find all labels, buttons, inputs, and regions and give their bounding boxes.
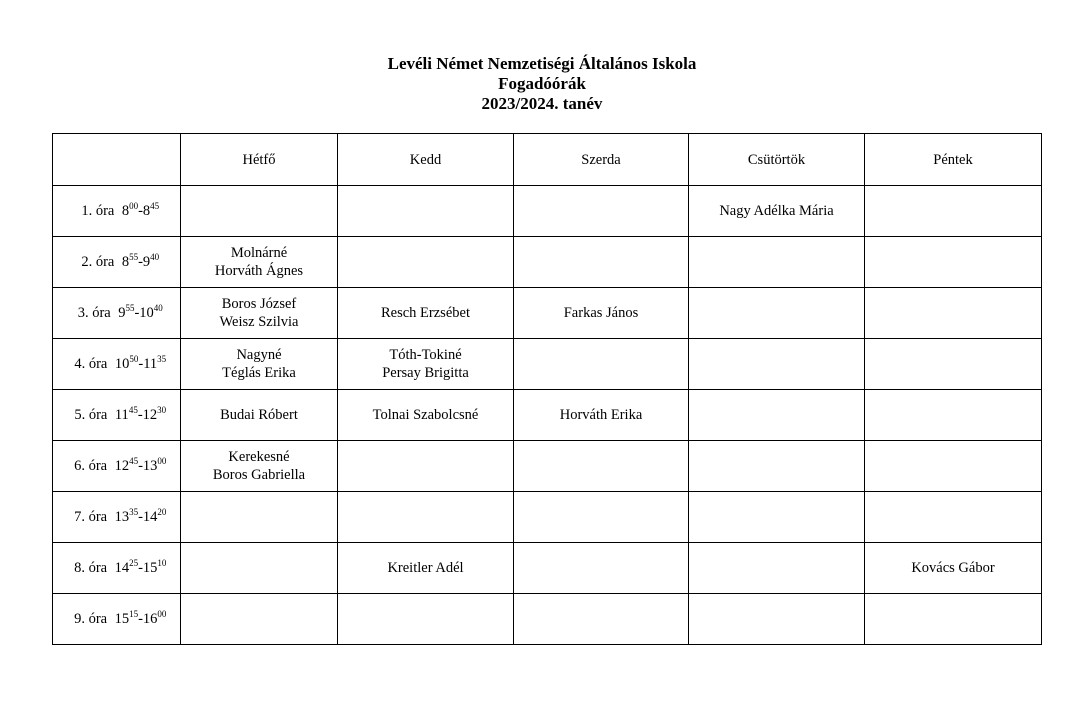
teacher-name: Kovács Gábor	[911, 560, 995, 576]
period-label: 8. óra	[74, 560, 108, 576]
slot-thursday	[689, 237, 865, 288]
period-time: $11^{45}-12^{30}$	[114, 405, 167, 423]
teacher-name: Tóth-Tokiné	[389, 347, 462, 363]
slot-friday	[865, 594, 1042, 645]
end-hour: 16	[142, 611, 158, 627]
slot-monday	[181, 594, 338, 645]
start-minute: 45	[129, 456, 139, 466]
start-minute: 25	[129, 558, 139, 568]
slot-tuesday	[338, 237, 514, 288]
start-minute: 45	[128, 405, 138, 415]
slot-wednesday	[514, 492, 689, 543]
slot-monday	[181, 543, 338, 594]
start-hour: 8	[121, 254, 130, 270]
slot-thursday	[689, 543, 865, 594]
start-minute: 15	[129, 609, 139, 619]
day-header-wednesday: Szerda	[514, 134, 689, 186]
period-cell	[53, 339, 181, 390]
period-label: 2. óra	[81, 254, 115, 270]
slot-wednesday	[514, 594, 689, 645]
period-label: 1. óra	[81, 203, 115, 219]
start-hour: 10	[114, 356, 130, 372]
end-hour: 9	[142, 254, 151, 270]
start-hour: 11	[114, 407, 129, 423]
period-cell	[53, 594, 181, 645]
end-hour: 11	[143, 356, 158, 372]
end-hour: 12	[142, 407, 158, 423]
day-header-row	[53, 134, 1042, 186]
period-time: $8^{55}-9^{40}$	[121, 252, 160, 270]
slot-wednesday	[514, 186, 689, 237]
period-cell	[53, 543, 181, 594]
period-row	[53, 186, 1042, 237]
start-minute: 55	[129, 252, 139, 262]
period-cell	[53, 186, 181, 237]
slot-monday	[181, 339, 338, 390]
teacher-name: Farkas János	[563, 305, 639, 321]
period-row	[53, 288, 1042, 339]
teacher-name: Nagy Adélka Mária	[719, 203, 834, 219]
teacher-name: Boros József	[221, 296, 297, 312]
end-hour: 8	[142, 203, 151, 219]
slot-wednesday	[514, 339, 689, 390]
end-minute: 40	[150, 252, 160, 262]
teacher-name: Nagyné	[236, 347, 282, 363]
slot-monday	[181, 390, 338, 441]
period-row	[53, 390, 1042, 441]
period-row	[53, 543, 1042, 594]
start-minute: 50	[129, 354, 139, 364]
slot-monday	[181, 237, 338, 288]
teacher-name: Boros Gabriella	[212, 467, 306, 483]
slot-friday	[865, 339, 1042, 390]
end-minute: 40	[153, 303, 163, 313]
slot-monday	[181, 492, 338, 543]
slot-thursday	[689, 186, 865, 237]
slot-monday	[181, 441, 338, 492]
slot-thursday	[689, 492, 865, 543]
period-cell	[53, 288, 181, 339]
period-row	[53, 339, 1042, 390]
end-hour: 15	[142, 560, 158, 576]
teacher-name: Resch Erzsébet	[381, 305, 470, 321]
teacher-name: Weisz Szilvia	[219, 314, 299, 330]
start-hour: 12	[114, 458, 130, 474]
slot-monday	[181, 288, 338, 339]
school-year: 2023/2024. tanév	[481, 94, 603, 113]
period-row	[53, 237, 1042, 288]
period-row	[53, 594, 1042, 645]
slot-monday	[181, 186, 338, 237]
end-hour: 10	[139, 305, 154, 321]
period-label: 9. óra	[74, 611, 108, 627]
start-hour: 9	[118, 305, 126, 321]
day-header-tuesday: Kedd	[338, 134, 514, 186]
period-time: $8^{00}-8^{45}$	[121, 201, 160, 219]
start-hour: 14	[114, 560, 130, 576]
end-minute: 45	[150, 201, 160, 211]
slot-friday	[865, 288, 1042, 339]
period-time: $13^{35}-14^{20}$	[114, 507, 167, 525]
period-time: $10^{50}-11^{35}$	[114, 354, 167, 372]
slot-wednesday	[514, 390, 689, 441]
slot-thursday	[689, 441, 865, 492]
period-row	[53, 441, 1042, 492]
slot-thursday	[689, 390, 865, 441]
period-time: $9^{55}-10^{40}$	[118, 303, 163, 321]
period-cell	[53, 390, 181, 441]
slot-thursday	[689, 288, 865, 339]
end-minute: 00	[157, 456, 167, 466]
day-header-monday: Hétfő	[181, 134, 338, 186]
slot-friday	[865, 237, 1042, 288]
slot-friday	[865, 543, 1042, 594]
teacher-name: Persay Brigitta	[382, 365, 469, 381]
end-hour: 13	[142, 458, 158, 474]
end-minute: 35	[157, 354, 167, 364]
end-minute: 10	[157, 558, 167, 568]
document-title: Fogadóórák	[498, 74, 586, 93]
teacher-name: Téglás Erika	[222, 365, 296, 381]
period-label: 6. óra	[74, 458, 108, 474]
office-hours-table	[52, 133, 1042, 645]
period-cell	[53, 237, 181, 288]
schedule-body	[53, 186, 1042, 645]
corner-cell	[53, 134, 181, 186]
slot-wednesday	[514, 288, 689, 339]
slot-tuesday	[338, 543, 514, 594]
slot-friday	[865, 441, 1042, 492]
slot-tuesday	[338, 441, 514, 492]
teacher-name: Kreitler Adél	[387, 560, 464, 576]
slot-wednesday	[514, 441, 689, 492]
document-header	[0, 54, 1084, 114]
period-label: 7. óra	[74, 509, 108, 525]
slot-wednesday	[514, 543, 689, 594]
period-time: $12^{45}-13^{00}$	[114, 456, 167, 474]
period-label: 3. óra	[77, 305, 111, 321]
teacher-name: Molnárné	[230, 245, 288, 261]
slot-tuesday	[338, 390, 514, 441]
period-label: 5. óra	[74, 407, 108, 423]
slot-tuesday	[338, 186, 514, 237]
start-minute: 55	[125, 303, 135, 313]
slot-tuesday	[338, 492, 514, 543]
start-hour: 13	[114, 509, 130, 525]
day-header-thursday: Csütörtök	[689, 134, 865, 186]
start-hour: 8	[121, 203, 130, 219]
slot-tuesday	[338, 288, 514, 339]
period-row	[53, 492, 1042, 543]
end-minute: 20	[157, 507, 167, 517]
slot-wednesday	[514, 237, 689, 288]
start-minute: 35	[129, 507, 139, 517]
period-cell	[53, 441, 181, 492]
teacher-name: Tolnai Szabolcsné	[372, 407, 479, 423]
teacher-name: Kerekesné	[228, 449, 290, 465]
slot-tuesday	[338, 594, 514, 645]
start-hour: 15	[114, 611, 130, 627]
start-minute: 00	[129, 201, 139, 211]
period-time: $14^{25}-15^{10}$	[114, 558, 167, 576]
slot-tuesday	[338, 339, 514, 390]
end-minute: 30	[157, 405, 167, 415]
period-time: $15^{15}-16^{00}$	[114, 609, 167, 627]
period-label: 4. óra	[74, 356, 108, 372]
end-minute: 00	[157, 609, 167, 619]
end-hour: 14	[142, 509, 158, 525]
slot-friday	[865, 390, 1042, 441]
period-cell	[53, 492, 181, 543]
teacher-name: Budai Róbert	[220, 407, 298, 423]
teacher-name: Horváth Erika	[559, 407, 643, 423]
slot-friday	[865, 186, 1042, 237]
teacher-name: Horváth Ágnes	[214, 263, 304, 279]
day-header-friday: Péntek	[865, 134, 1042, 186]
slot-thursday	[689, 339, 865, 390]
slot-friday	[865, 492, 1042, 543]
slot-thursday	[689, 594, 865, 645]
school-name: Levéli Német Nemzetiségi Általános Iskola	[387, 54, 697, 73]
